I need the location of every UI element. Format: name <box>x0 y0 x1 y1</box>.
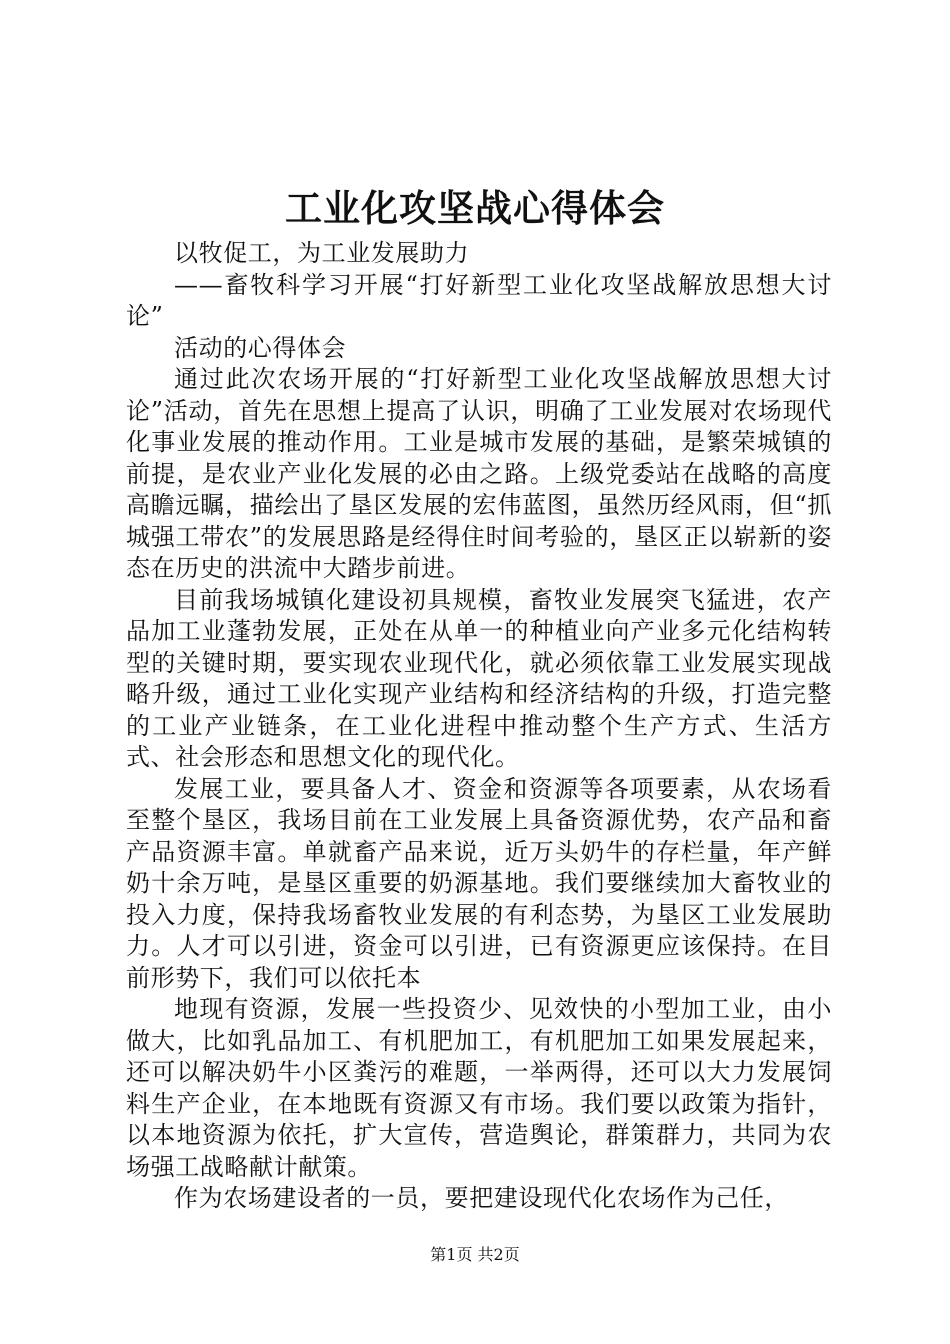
paragraph-body-4: 地现有资源，发展一些投资少、见效快的小型加工业，由小做大，比如乳品加工、有机肥加工，有机肥加工如果发展起来，还可以解决奶牛小区粪污的难题，一举两得，还可以大力发展饲料生产企业，在本地既有资源又有市场。我们要以政策为指针，以本地资源为依托，扩大宣传，营造舆论，群策群力，共同为农场强工战略献计献策。 <box>126 995 832 1181</box>
paragraph-body-1: 通过此次农场开展的“打好新型工业化攻坚战解放思想大讨论”活动，首先在思想上提高了认识，明确了工业发展对农场现代化事业发展的推动作用。工业是城市发展的基础，是繁荣城镇的前提，是农业产业化发展的必由之路。上级党委站在战略的高度高瞻远瞩，描绘出了垦区发展的宏伟蓝图，虽然历经风雨，但“抓城强工带农”的发展思路是经得住时间考验的，垦区正以崭新的姿态在历史的洪流中大踏步前进。 <box>126 365 832 582</box>
paragraph-body-5: 作为农场建设者的一员，要把建设现代化农场作为己任， <box>174 1184 789 1212</box>
paragraph-body-2: 目前我场城镇化建设初具规模，畜牧业发展突飞猛进，农产品加工业蓬勃发展，正处在从单一的种植业向产业多元化结构转型的关键时期，要实现农业现代化，就必须依靠工业发展实现战略升级，通过工业化实现产业结构和经济结构的升级，打造完整的工业产业链条，在工业化进程中推动整个生产方式、生活方式、社会形态和思想文化的现代化。 <box>126 585 832 771</box>
paragraph-body-3: 发展工业，要具备人才、资金和资源等各项要素，从农场看至整个垦区，我场目前在工业发展上具备资源优势，农产品和畜产品资源丰富。单就畜产品来说，近万头奶牛的存栏量，年产鲜奶十余万吨，是垦区重要的奶源基地。我们要继续加大畜牧业的投入力度，保持我场畜牧业发展的有利态势，为垦区工业发展助力。人才可以引进，资金可以引进，已有资源更应该保持。在目前形势下，我们可以依托本 <box>126 774 832 992</box>
page-number-footer: 第1页 共2页 <box>430 1245 520 1264</box>
document-body <box>126 238 832 1215</box>
paragraph-subheading: ——畜牧科学习开展“打好新型工业化攻坚战解放思想大讨论” <box>126 270 832 330</box>
paragraph-subtitle: 以牧促工，为工业发展助力 <box>174 239 470 267</box>
paragraph-activity: 活动的心得体会 <box>174 333 347 362</box>
document-title: 工业化攻坚战心得体会 <box>285 186 665 230</box>
